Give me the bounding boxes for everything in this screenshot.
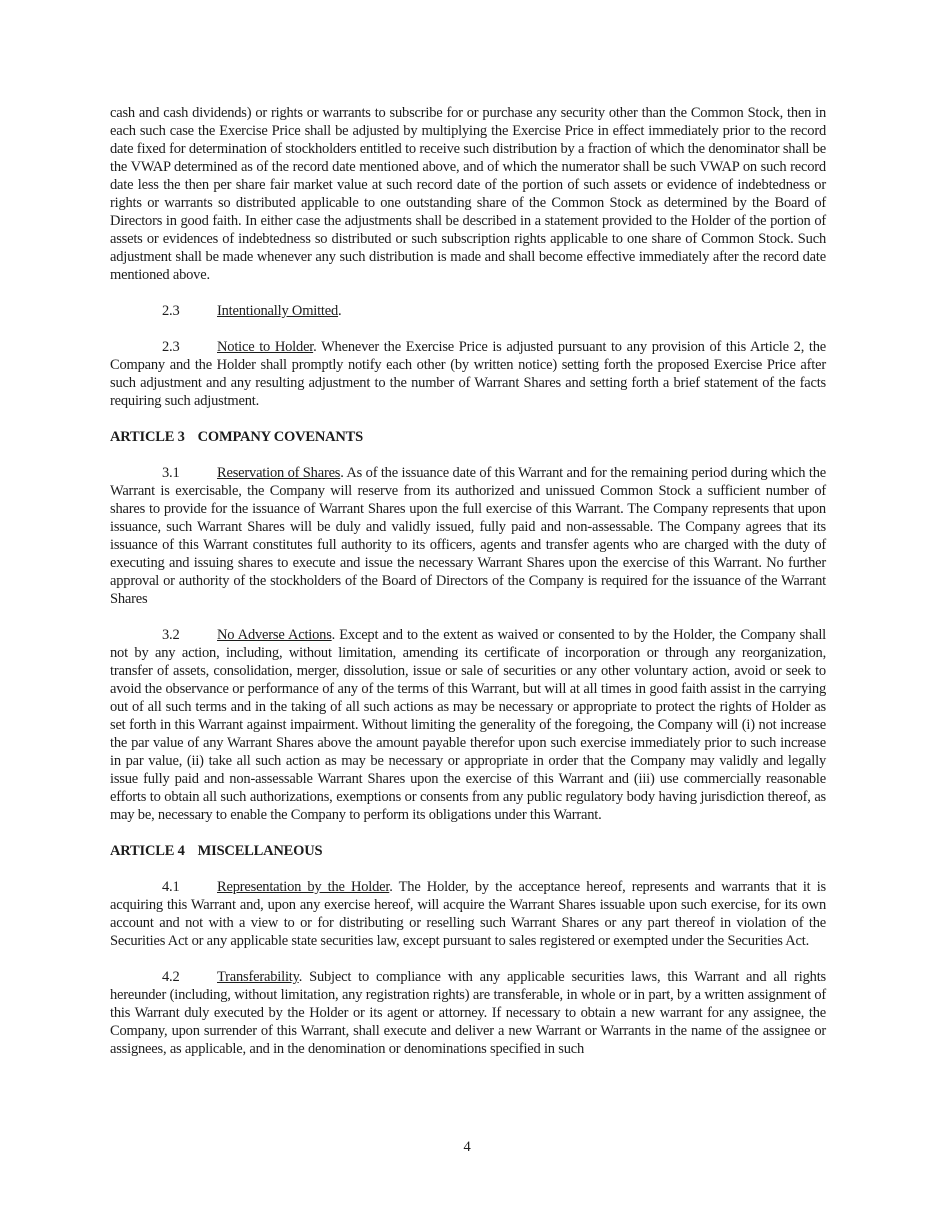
section-number: 2.3	[162, 339, 180, 355]
article-4-heading	[110, 842, 826, 860]
continuation-paragraph	[110, 104, 826, 284]
section-heading: Reservation of Shares	[217, 465, 341, 481]
section-heading: Transferability	[217, 969, 299, 985]
section-heading: Intentionally Omitted	[217, 303, 339, 319]
section-body-text: . As of the issuance date of this Warrant and for the remaining period during which the Warrant is exercisable, the Company will reserve from its authorized and unissued Common Stock a sufficient number of shares to provide for the issuance of Warrant Shares upon the full exercise of this Warrant. The Company represents that upon issuance, such Warrant Shares will be duly and validly issued, fully paid and non-assessable. The Company agrees that its issuance of this Warrant constitutes full authority to its officers, agents and transfer agents who are charged with the duty of executing and issuing shares to execute and issue the necessary Warrant Shares upon the exercise of this Warrant. No further approval or authority of the stockholders of the Board of Directors of the Company is required for the issuance of the Warrant Shares	[110, 465, 826, 607]
article-number: ARTICLE 3	[110, 429, 185, 445]
article-title: COMPANY COVENANTS	[197, 429, 364, 445]
section-4-1-representation-by-the-holder	[110, 878, 826, 950]
section-2-3-intentionally-omitted	[110, 302, 826, 320]
section-body-text: . Except and to the extent as waived or consented to by the Holder, the Company shall not by any action, including, without limitation, amending its certificate of incorporation or through any reorganization, transfer of assets, consolidation, merger, dissolution, issue or sale of securities or any other voluntary action, avoid or seek to avoid the observance or performance of any of the terms of this Warrant, but will at all times in good faith assist in the carrying out of all such terms and in the taking of all such actions as may be necessary or appropriate to protect the rights of Holder as set forth in this Warrant against impairment. Without limiting the generality of the foregoing, the Company will (i) not increase the par value of any Warrant Shares above the amount payable therefor upon such exercise immediately prior to such increase in par value, (ii) take all such action as may be necessary or appropriate in order that the Company may validly and legally issue fully paid and non-assessable Warrant Shares upon the exercise of this Warrant and (iii) use commercially reasonable efforts to obtain all such authorizations, exemptions or consents from any public regulatory body having jurisdiction thereof, as may be, necessary to enable the Company to perform its obligations under this Warrant.	[110, 627, 826, 823]
page-number: 4	[463, 1139, 471, 1155]
section-number: 3.1	[162, 465, 180, 481]
section-body-text: . Whenever the Exercise Price is adjusted pursuant to any provision of this Article 2, the Company and the Holder shall promptly notify each other (by written notice) setting forth the proposed Exercise Price after such adjustment and any resulting adjustment to the number of Warrant Shares and setting forth a brief statement of the facts requiring such adjustment.	[110, 339, 826, 409]
article-3-heading	[110, 428, 826, 446]
section-number: 4.2	[162, 969, 180, 985]
section-number: 3.2	[162, 627, 180, 643]
article-title: MISCELLANEOUS	[197, 843, 323, 859]
section-3-1-reservation-of-shares	[110, 464, 826, 608]
section-number: 2.3	[162, 303, 180, 319]
section-heading: Representation by the Holder	[217, 879, 390, 895]
section-body-text: . Subject to compliance with any applicable securities laws, this Warrant and all rights hereunder (including, without limitation, any registration rights) are transferable, in whole or in part, by a written assignment of this Warrant duly executed by the Holder or its agent or attorney. If necessary to obtain a new warrant for any assignee, the Company, upon surrender of this Warrant, shall execute and deliver a new Warrant or Warrants in the name of the assignee or assignees, as applicable, and in the denomination or denominations specified in such	[110, 969, 826, 1057]
section-body-text: . The Holder, by the acceptance hereof, represents and warrants that it is acquiring this Warrant and, upon any exercise hereof, will acquire the Warrant Shares issuable upon such exercise, for its own account and not with a view to or for distributing or reselling such Warrant Shares or any part thereof in violation of the Securities Act or any applicable state securities law, except pursuant to sales registered or exempted under the Securities Act.	[110, 879, 826, 949]
section-2-3-notice-to-holder	[110, 338, 826, 410]
paragraph-text: cash and cash dividends) or rights or warrants to subscribe for or purchase any security other than the Common Stock, then in each such case the Exercise Price shall be adjusted by multiplying the Exercise Price in effect immediately prior to the record date fixed for determination of stockholders entitled to receive such distribution by a fraction of which the denominator shall be the VWAP determined as of the record date mentioned above, and of which the numerator shall be such VWAP on such record date less the then per share fair market value at such record date of the portion of such assets or evidence of indebtedness or rights or warrants so distributed applicable to one outstanding share of the Common Stock as determined by the Board of Directors in good faith. In either case the adjustments shall be described in a statement provided to the Holder of the portion of assets or evidences of indebtedness so distributed or such subscription rights applicable to one share of Common Stock. Such adjustment shall be made whenever any such distribution is made and shall become effective immediately after the record date mentioned above.	[110, 105, 826, 283]
section-body-text: .	[338, 303, 342, 319]
section-4-2-transferability	[110, 968, 826, 1058]
section-number: 4.1	[162, 879, 180, 895]
section-heading: Notice to Holder	[217, 339, 314, 355]
section-heading: No Adverse Actions	[217, 627, 332, 643]
page-footer	[0, 1138, 934, 1156]
article-number: ARTICLE 4	[110, 843, 185, 859]
section-3-2-no-adverse-actions	[110, 626, 826, 824]
